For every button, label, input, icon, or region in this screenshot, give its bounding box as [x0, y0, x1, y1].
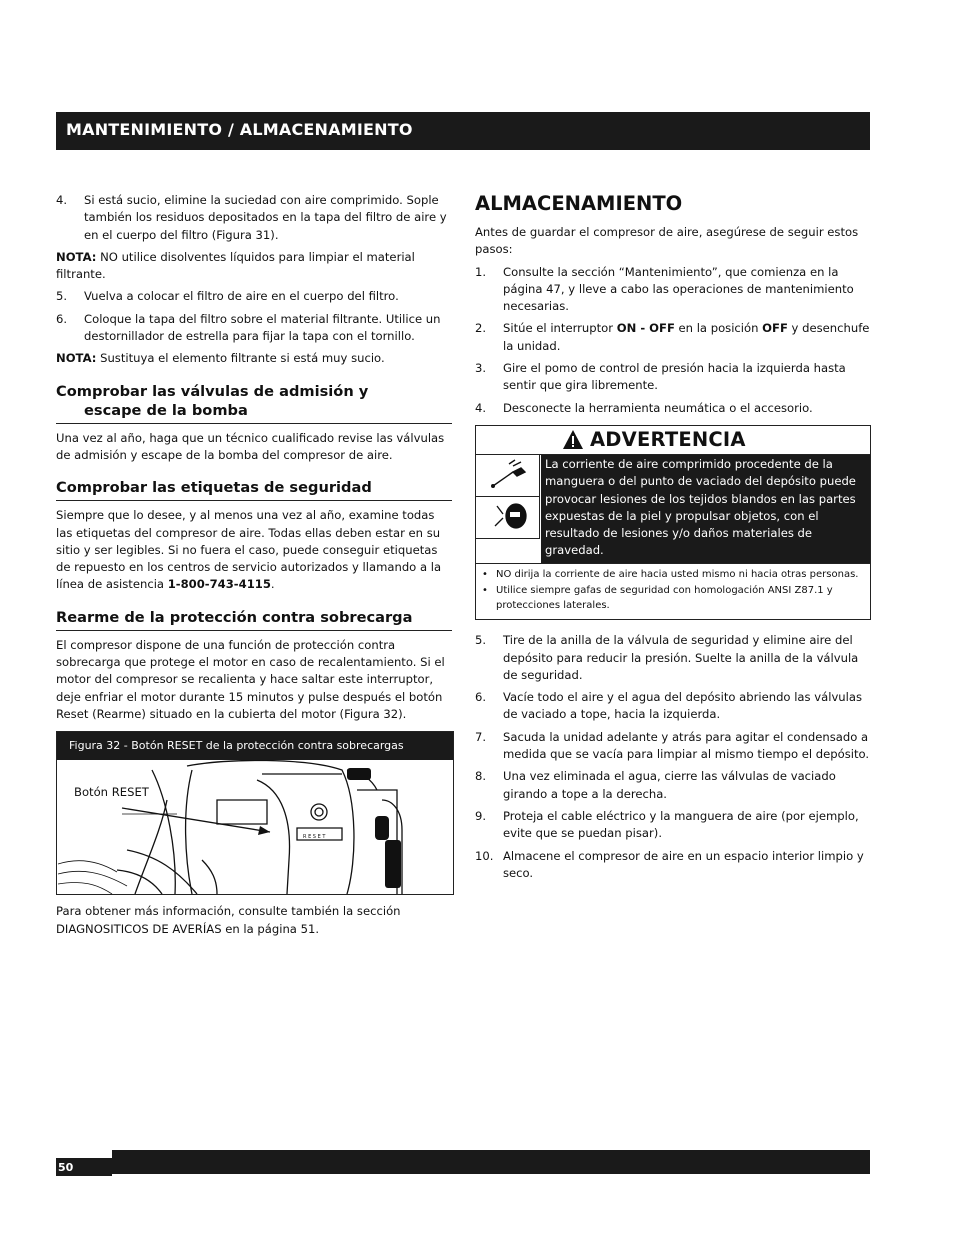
- figure-32: [56, 731, 454, 895]
- list-text: Proteja el cable eléctrico y la manguera de aire (por ejemplo, evite que se puedan pisar).: [503, 808, 859, 841]
- figure-caption: Figura 32 - Botón RESET de la protección contra sobrecargas: [57, 732, 453, 760]
- storage-intro: Antes de guardar el compresor de aire, asegúrese de seguir estos pasos:: [475, 225, 859, 257]
- list-number: 5.: [56, 289, 68, 304]
- warning-text: La corriente de aire comprimido procedente de la manguera o del punto de vaciado del depósito puede provocar lesiones de los tejidos blandos en las partes expuestas de la piel y propulsar objetos, con el resultado de lesiones y/o daños materiales de gravedad.: [541, 455, 870, 563]
- phone-number: 1-800-743-4115: [167, 577, 271, 592]
- storage-title: ALMACENAMIENTO: [475, 192, 683, 215]
- list-text: Coloque la tapa del filtro sobre el material filtrante. Utilice un destornillador de estrella para fijar la tapa con el tornillo.: [84, 311, 441, 344]
- list-number: 9.: [475, 808, 487, 823]
- list-text: Vuelva a colocar el filtro de aire en el cuerpo del filtro.: [84, 289, 399, 304]
- bullet-dot: •: [482, 568, 488, 580]
- list-item: [56, 192, 452, 244]
- section-heading-valves: [56, 382, 452, 424]
- list-text: Consulte la sección “Mantenimiento”, que comienza en la página 47, y lleve a cabo las operaciones de mantenimiento necesarias.: [503, 264, 854, 314]
- compressor-motor-illustration: [57, 760, 453, 894]
- list-number: 4.: [56, 193, 68, 207]
- list-number: 3.: [475, 361, 487, 376]
- list-item: [475, 632, 871, 684]
- heading-line: Comprobar las válvulas de admisión y: [56, 382, 369, 400]
- section-body: [56, 507, 452, 593]
- list-item: [475, 689, 871, 724]
- list-number: 6.: [475, 690, 487, 705]
- section-heading-overload: Rearme de la protección contra sobrecarga: [56, 608, 452, 631]
- reset-plate-text: R E S E T: [303, 834, 326, 841]
- bullet-text: Utilice siempre gafas de seguridad con homologación ANSI Z87.1 y protecciones laterales.: [496, 585, 833, 611]
- note: [56, 350, 452, 367]
- note-label: NOTA:: [56, 249, 97, 264]
- list-text: Almacene el compresor de aire en un espacio interior limpio y seco.: [503, 848, 864, 880]
- list-text: Una vez eliminada el agua, cierre las válvulas de vaciado girando a tope a la derecha.: [503, 769, 836, 801]
- heading-line: escape de la bomba: [84, 401, 248, 419]
- list-item: [475, 768, 871, 803]
- right-column: [475, 192, 871, 887]
- list-item: [475, 808, 871, 843]
- warning-box: [475, 425, 871, 620]
- text-part: y desenchufe la unidad.: [503, 321, 870, 353]
- warning-bullets: [476, 563, 870, 620]
- warning-bullet: [480, 584, 866, 613]
- list-item: [56, 288, 452, 305]
- list-number: 6.: [56, 311, 68, 326]
- note-text: NO utilice disolventes líquidos para limpiar el material filtrante.: [56, 249, 415, 282]
- list-text: Tire de la anilla de la válvula de seguridad y elimine aire del depósito para reducir la presión. Suelte la anilla de la válvula de seguridad.: [503, 633, 859, 682]
- list-item: [56, 311, 452, 346]
- air-nozzle-icon: [476, 455, 540, 497]
- section-body: Una vez al año, haga que un técnico cualificado revise las válvulas de admisión y escape de la bomba del compresor de aire.: [56, 430, 445, 462]
- body-text: Siempre que lo desee, y al menos una vez al año, examine todas las etiquetas del compresor de aire. Todas ellas deben estar en su sitio y ser legibles. Si no fuera el caso, puede conseguir etiquetas de repuesto en los centros de servicio autorizados y llamando a la línea de asistencia: [56, 508, 442, 592]
- warning-title: ADVERTENCIA: [590, 428, 746, 452]
- warning-triangle-icon: [562, 429, 584, 451]
- list-text: Desconecte la herramienta neumática o el accesorio.: [503, 400, 813, 415]
- footer-bar: [112, 1150, 870, 1174]
- note: [56, 249, 452, 284]
- list-item: [475, 400, 871, 417]
- list-item: [475, 848, 871, 883]
- list-number: 5.: [475, 633, 487, 648]
- list-item: [475, 264, 871, 316]
- list-number: 10.: [475, 848, 494, 863]
- header-bar: [56, 112, 870, 150]
- figure-illustration: [57, 760, 453, 894]
- list-text: Sacuda la unidad adelante y atrás para agitar el condensado a medida que se vacía para limpiar al mismo tiempo el depósito.: [503, 729, 870, 762]
- closing-text: Para obtener más información, consulte también la sección DIAGNOSITICOS DE AVERÍAS en la página 51.: [56, 904, 401, 936]
- list-number: 7.: [475, 729, 487, 744]
- off-label: OFF: [762, 321, 788, 336]
- list-text: Si está sucio, elimine la suciedad con aire comprimido. Sople también los residuos depositados en la tapa del filtro de aire y en el cuerpo del filtro (Figura 31).: [84, 193, 447, 242]
- text-part: Sitúe el interruptor: [503, 321, 617, 336]
- list-number: 8.: [475, 769, 487, 784]
- page-section-title: MANTENIMIENTO / ALMACENAMIENTO: [66, 120, 413, 139]
- safety-goggles-icon: [476, 497, 540, 539]
- page-number-box: [56, 1158, 112, 1176]
- list-number: 4.: [475, 400, 487, 415]
- list-text: Vacíe todo el aire y el agua del depósito abriendo las válvulas de vaciado a tope, hacia la izquierda.: [503, 690, 863, 722]
- bullet-text: NO dirija la corriente de aire hacia usted mismo ni hacia otras personas.: [496, 568, 859, 580]
- warning-header: [476, 426, 870, 455]
- warning-main: [476, 455, 870, 563]
- text-part: en la posición: [674, 321, 763, 336]
- reset-button-label: Botón RESET: [72, 784, 151, 801]
- note-label: NOTA:: [56, 351, 97, 366]
- list-text: Gire el pomo de control de presión hacia la izquierda hasta sentir que gira libremente.: [503, 361, 846, 393]
- page-number: 50: [58, 1161, 74, 1174]
- left-column: [56, 192, 452, 943]
- list-number: 2.: [475, 321, 487, 336]
- bullet-dot: •: [482, 585, 488, 597]
- body-end: .: [270, 577, 275, 592]
- list-item: [475, 320, 871, 355]
- note-text: Sustituya el elemento filtrante si está muy sucio.: [96, 351, 385, 366]
- list-item: [475, 729, 871, 764]
- warning-icons: [476, 455, 541, 563]
- warning-bullet: [480, 568, 866, 583]
- list-number: 1.: [475, 264, 487, 279]
- list-item: [475, 360, 871, 395]
- list-text: [503, 320, 871, 355]
- section-body: El compresor dispone de una función de protección contra sobrecarga que protege el motor en caso de recalentamiento. Si el motor del compresor se recalienta y hace saltar este interruptor, deje enfriar el motor durante 15 minutos y pulse después el botón Reset (Rearme) situado en la cubierta del motor (Figura 32).: [56, 637, 445, 721]
- section-heading-labels: Comprobar las etiquetas de seguridad: [56, 478, 452, 501]
- switch-label: ON - OFF: [616, 321, 675, 336]
